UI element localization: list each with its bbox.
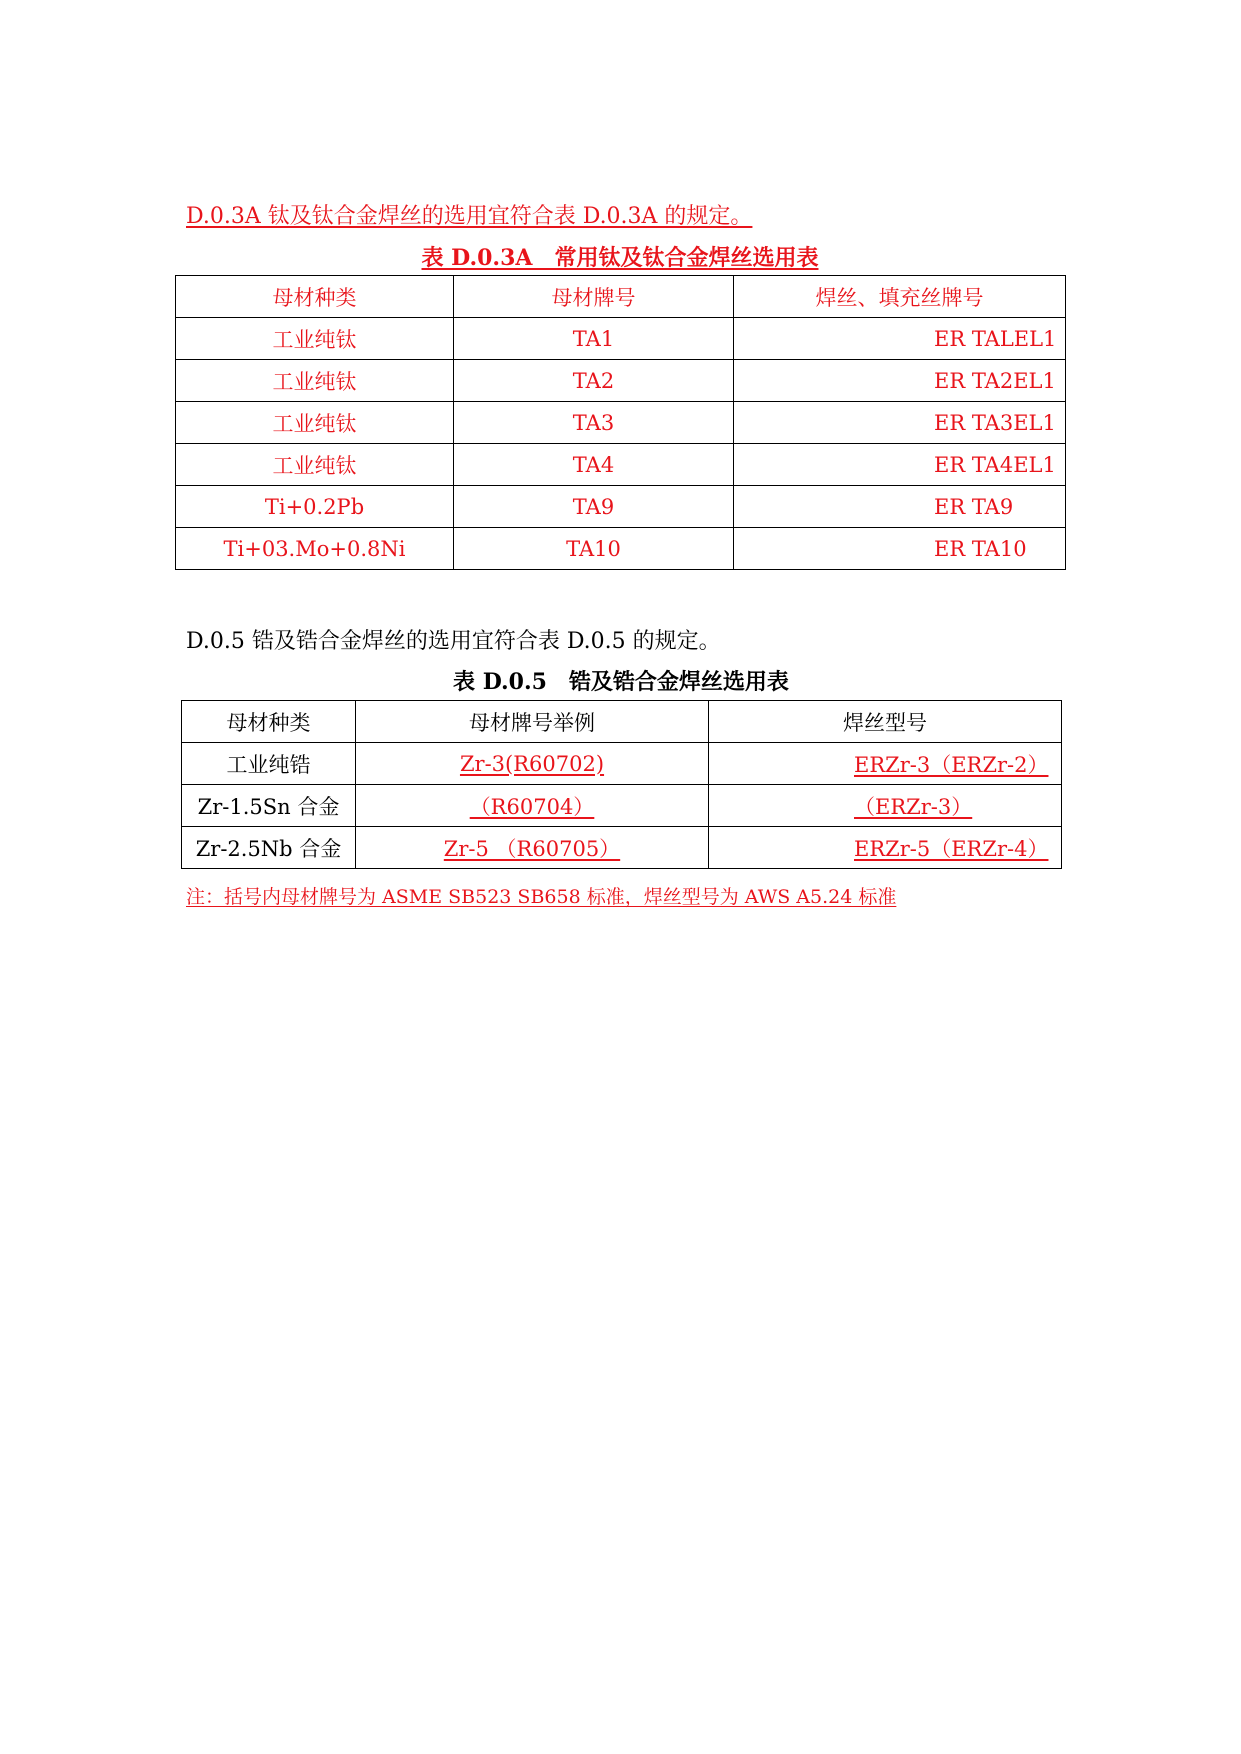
table1-header-row	[176, 276, 1066, 318]
wire-model-cell	[709, 827, 1062, 869]
table-row	[176, 486, 1066, 528]
table2-note: 注：括号内母材牌号为 ASME SB523 SB658 标准，焊丝型号为 AWS A5.24 标准	[186, 886, 897, 908]
filler-wire-grade: ER TA3EL1	[734, 402, 1066, 444]
base-material-example: Zr-5 （R60705）	[443, 836, 621, 861]
table1-caption: 表 D.0.3A 常用钛及钛合金焊丝选用表	[421, 245, 819, 271]
table-row	[176, 528, 1066, 570]
table1-header: 母材种类	[176, 276, 454, 318]
base-material-example-cell	[356, 827, 709, 869]
wire-model-cell	[709, 785, 1062, 827]
base-material-grade: TA1	[454, 318, 734, 360]
table1-header: 母材牌号	[454, 276, 734, 318]
table-row	[176, 402, 1066, 444]
base-material-grade: TA9	[454, 486, 734, 528]
filler-wire-grade: ER TA10	[734, 528, 1066, 570]
filler-wire-grade: ER TA4EL1	[734, 444, 1066, 486]
wire-model: （ERZr-3）	[854, 794, 973, 819]
section1-intro: D.0.3A 钛及钛合金焊丝的选用宜符合表 D.0.3A 的规定。	[186, 204, 753, 229]
table2-header-row	[182, 701, 1062, 743]
base-material-example-cell	[356, 743, 709, 785]
base-material-example: （R60704）	[469, 794, 595, 819]
base-material-type: 工业纯钛	[176, 318, 454, 360]
table1-header: 焊丝、填充丝牌号	[734, 276, 1066, 318]
base-material-grade: TA4	[454, 444, 734, 486]
table-row	[176, 360, 1066, 402]
base-material-type: 工业纯钛	[176, 444, 454, 486]
base-material-example-cell	[356, 785, 709, 827]
base-material-type: Zr-2.5Nb 合金	[182, 827, 356, 869]
filler-wire-grade: ER TA9	[734, 486, 1066, 528]
table2-caption: 表 D.0.5 锆及锆合金焊丝选用表	[453, 669, 789, 695]
table-row	[182, 785, 1062, 827]
wire-model: ERZr-5（ERZr-4）	[854, 836, 1049, 861]
zirconium-wire-table	[181, 700, 1062, 869]
filler-wire-grade: ER TALEL1	[734, 318, 1066, 360]
titanium-wire-table	[175, 275, 1066, 570]
table-row	[182, 743, 1062, 785]
base-material-type: 工业纯钛	[176, 402, 454, 444]
table-row	[176, 318, 1066, 360]
base-material-grade: TA2	[454, 360, 734, 402]
base-material-type: Ti+03.Mo+0.8Ni	[176, 528, 454, 570]
base-material-type: Ti+0.2Pb	[176, 486, 454, 528]
table-row	[182, 827, 1062, 869]
section2-intro: D.0.5 锆及锆合金焊丝的选用宜符合表 D.0.5 的规定。	[186, 629, 721, 654]
filler-wire-grade: ER TA2EL1	[734, 360, 1066, 402]
base-material-type: 工业纯钛	[176, 360, 454, 402]
base-material-grade: TA10	[454, 528, 734, 570]
wire-model-cell	[709, 743, 1062, 785]
table2-header: 焊丝型号	[709, 701, 1062, 743]
table-row	[176, 444, 1066, 486]
base-material-grade: TA3	[454, 402, 734, 444]
base-material-type: Zr-1.5Sn 合金	[182, 785, 356, 827]
table2-header: 母材牌号举例	[356, 701, 709, 743]
base-material-example: Zr-3(R60702)	[459, 751, 605, 776]
base-material-type: 工业纯锆	[182, 743, 356, 785]
table2-header: 母材种类	[182, 701, 356, 743]
wire-model: ERZr-3（ERZr-2）	[854, 752, 1049, 777]
